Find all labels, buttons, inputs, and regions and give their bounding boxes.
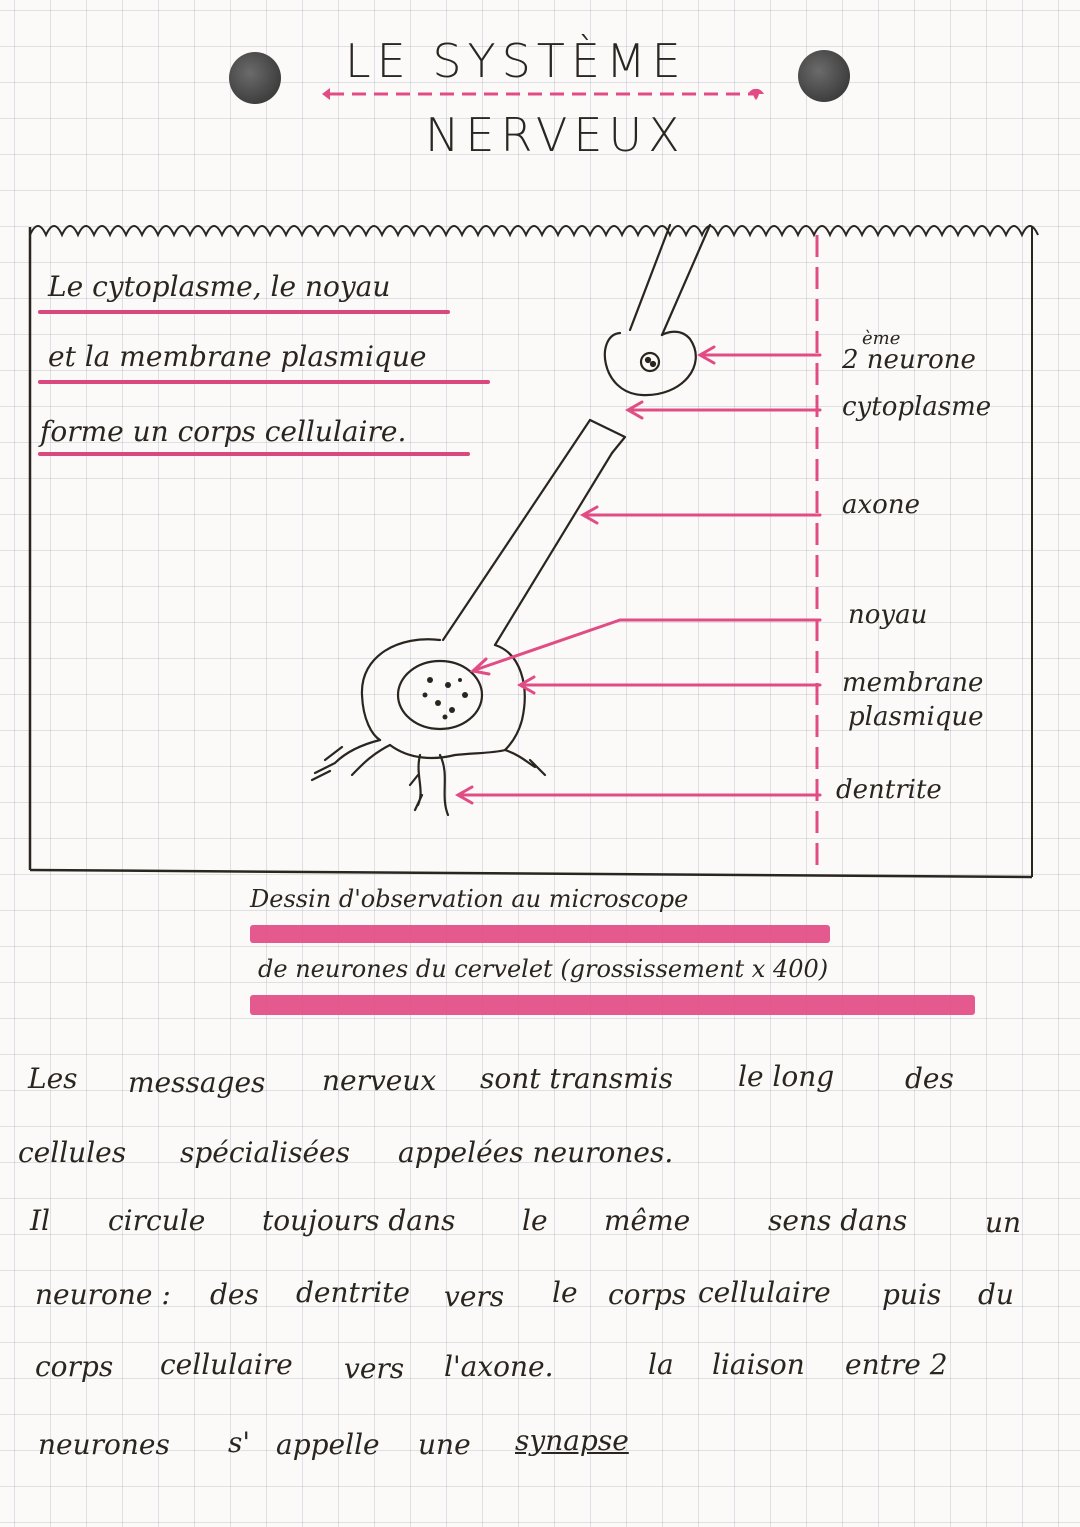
paragraph-word: messages [128,1066,266,1099]
paragraph-word: du [978,1278,1014,1311]
paragraph-word: la [648,1348,674,1381]
label-membrane-1: membrane [842,668,984,698]
label-second-neuron-sup: ème [862,328,901,349]
paragraph-word: sont transmis [480,1062,674,1095]
paragraph-word: neurone : [35,1278,171,1311]
paragraph-word: nerveux [322,1064,437,1097]
paragraph-word: même [604,1204,691,1237]
neuron-drawing [290,215,830,835]
paragraph-word: vers [344,1352,405,1385]
caption-line1: Dessin d'observation au microscope [250,885,689,913]
page-title-line2: NERVEUX [425,108,686,162]
paragraph-word: Il [30,1204,51,1237]
paragraph-word: un [985,1206,1022,1239]
paragraph-word: le [522,1204,548,1237]
paragraph-word: neurones [38,1428,170,1461]
label-second-neuron: 2 neurone [842,345,976,375]
caption-line2: de neurones du cervelet (grossissement x 400) [258,955,829,983]
paragraph-word: corps [608,1278,687,1311]
paragraph-word: circule [108,1204,206,1237]
label-membrane-2: plasmique [848,702,984,732]
caption-highlight-1 [250,925,830,943]
paragraph-word: Les [28,1062,78,1095]
box-text-line3: forme un corps cellulaire. [40,415,407,448]
paragraph-word: cellulaire [160,1348,293,1381]
page-title-line1: LE SYSTÈME [345,34,687,88]
box-text-line1: Le cytoplasme, le noyau [48,270,391,303]
paragraph-word: cellulaire [698,1276,831,1309]
paragraph-word: dentrite [296,1276,410,1309]
paragraph-word: l'axone. [444,1350,554,1383]
paragraph-word: vers [444,1280,505,1313]
paragraph-word: liaison [712,1348,805,1381]
paragraph-word: s' [228,1426,251,1459]
paragraph-word: le [552,1276,578,1309]
paragraph-word: toujours dans [262,1204,456,1237]
paragraph-word: des [905,1062,954,1095]
paragraph-word: appelées neurones. [398,1136,674,1169]
paragraph-word: cellules [18,1136,127,1169]
title-dashed-underline [318,80,768,110]
paragraph-word: des [210,1278,259,1311]
paragraph-word: une [418,1428,471,1461]
paragraph-word: entre 2 [845,1348,948,1381]
paragraph-word: spécialisées [180,1136,350,1169]
synapse-term: synapse [515,1424,629,1457]
paragraph-word: le long [738,1060,835,1093]
label-nucleus: noyau [848,600,928,630]
caption-highlight-2 [250,995,975,1015]
label-cytoplasm: cytoplasme [842,392,992,422]
paragraph-word: corps [35,1350,114,1383]
paragraph-word: sens dans [768,1204,908,1237]
box-text-line2: et la membrane plasmique [48,340,427,373]
punch-hole-left [229,52,281,104]
label-axon: axone [842,490,920,520]
paragraph-word: appelle [276,1428,380,1461]
paragraph-word: puis [882,1278,942,1311]
punch-hole-right [798,50,850,102]
label-dendrite: dentrite [836,775,942,805]
